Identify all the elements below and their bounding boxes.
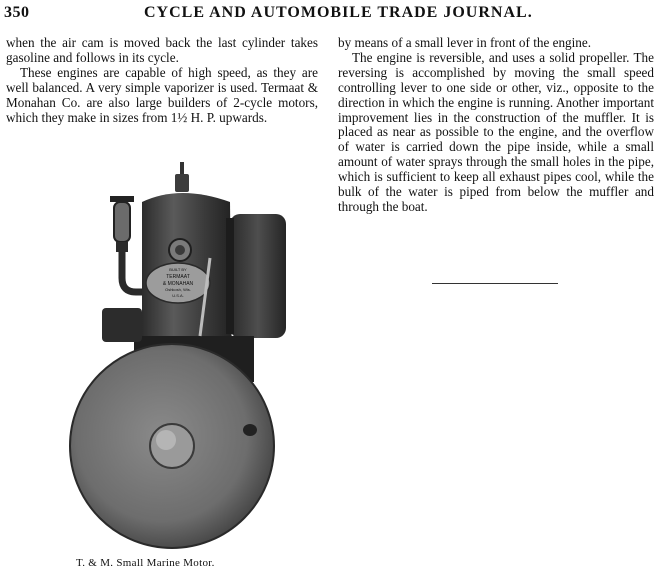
left-paragraph-2: These engines are capable of high speed, as they are well balanced. A very simple vaporizer is used. Termaat & Monahan Co. are also large builders of 2-cycle motors, which they make in sizes from 1½ H. P. upwards. — [6, 64, 318, 125]
svg-text:TERMAAT: TERMAAT — [166, 274, 190, 280]
section-divider — [432, 283, 558, 284]
journal-title: CYCLE AND AUTOMOBILE TRADE JOURNAL. — [144, 4, 533, 21]
svg-text:U.S.A.: U.S.A. — [172, 293, 184, 298]
muffler — [230, 214, 286, 338]
right-paragraph-1: by means of a small lever in front of the engine. — [338, 35, 592, 50]
right-paragraph-2: The engine is reversible, and uses a solid propeller. The reversing is accomplished by moving the small speed controlling lever to one side or other, viz., opposite to the direction in which the engine is running. Another important improvement lies in the construction of the muffler. It is placed as near as possible to the engine, and the overflow of water is carried down the pipe inside, while a small amount of water sprays through the small holes in the pipe, which is sufficient to keep all exhaust pipes cool, while the bulk of the water is piped from below the muffler and through the boat. — [338, 49, 654, 214]
marine-motor-photo — [50, 158, 290, 550]
name-plate — [146, 263, 210, 303]
lubricator — [110, 196, 146, 292]
svg-text:BUILT BY: BUILT BY — [169, 267, 187, 272]
svg-text:Oshkosh, Wis.: Oshkosh, Wis. — [165, 287, 191, 292]
left-paragraph-1: when the air cam is moved back the last cylinder takes gasoline and follows in its cycle. — [6, 35, 318, 65]
page-number: 350 — [4, 4, 30, 21]
right-column — [338, 36, 654, 215]
left-column — [6, 36, 318, 125]
page-header — [4, 4, 656, 28]
priming-cup — [175, 162, 189, 192]
svg-text:& MONAHAN: & MONAHAN — [162, 281, 194, 287]
figure-caption: T. & M. Small Marine Motor. — [76, 557, 215, 569]
